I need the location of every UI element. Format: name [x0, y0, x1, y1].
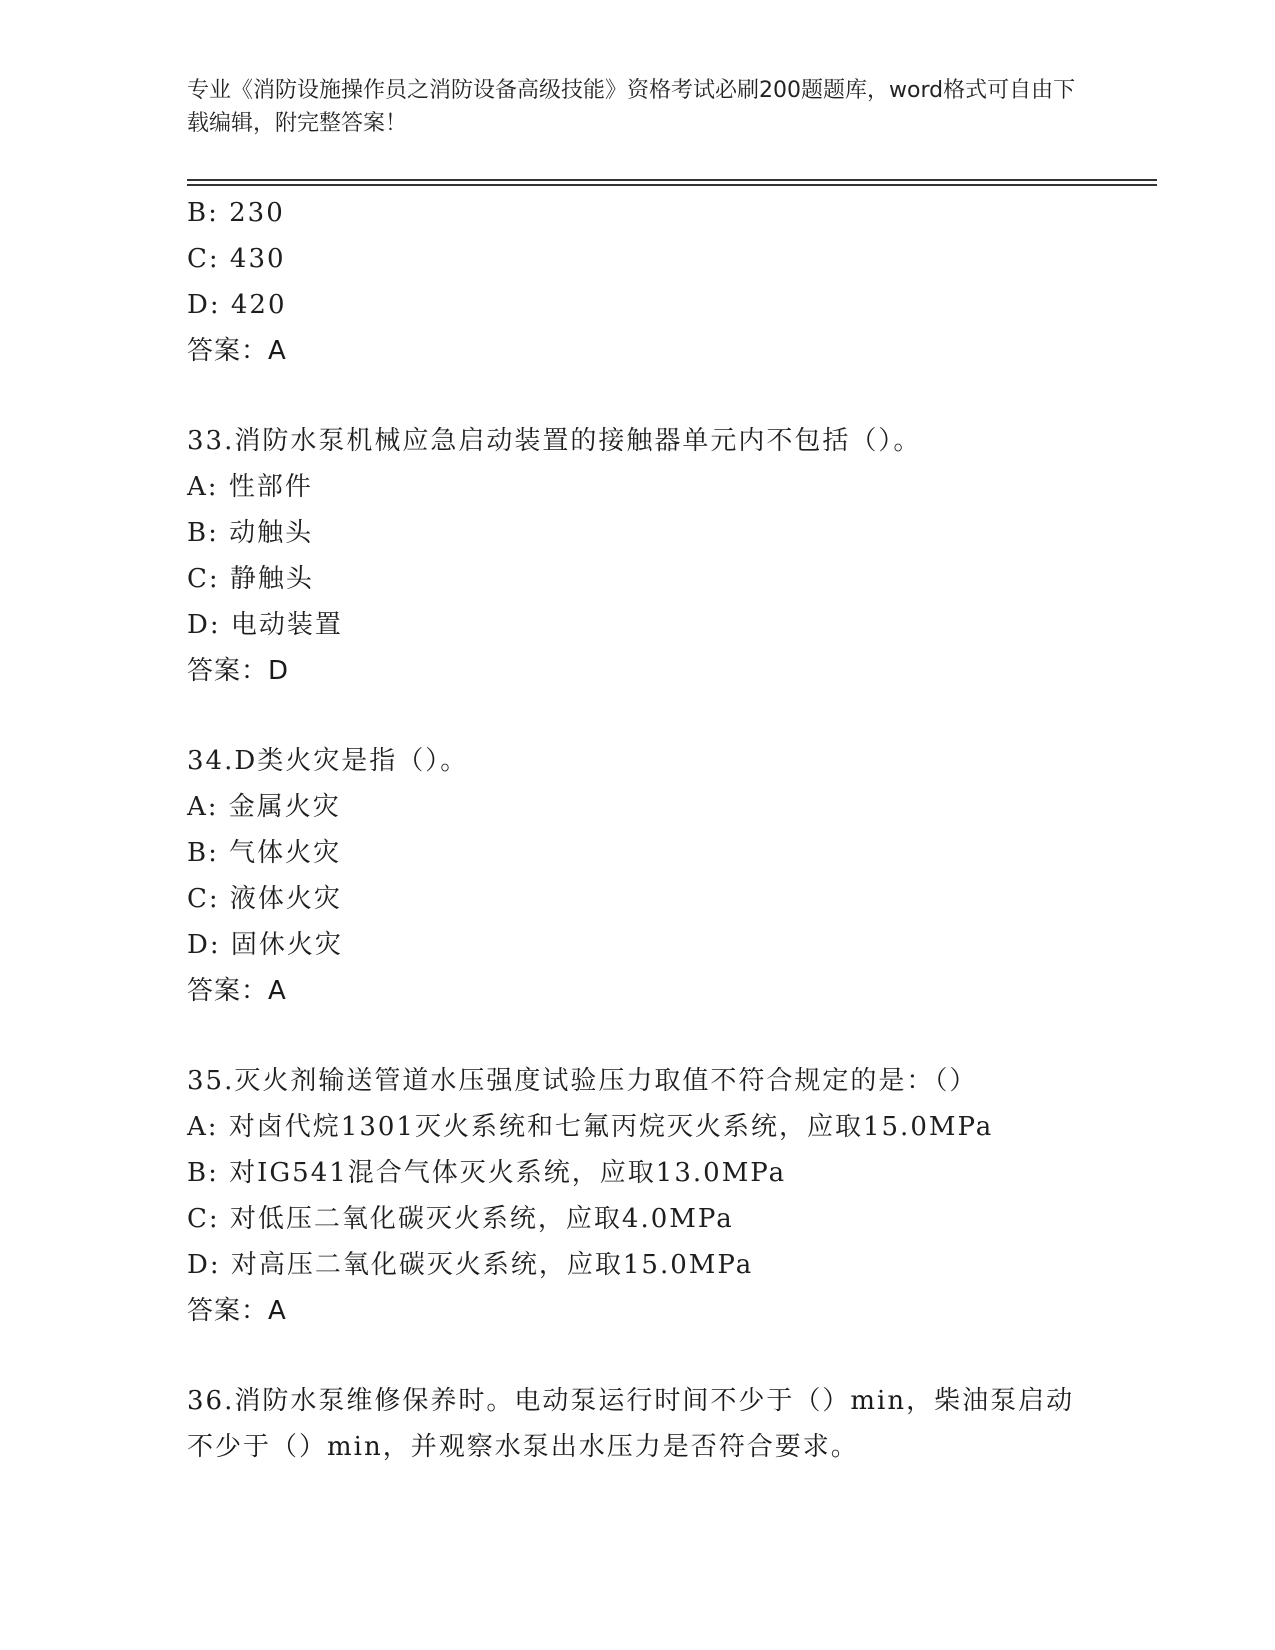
partial-question-32	[187, 190, 1157, 374]
document-header: 专业《消防设施操作员之消防设备高级技能》资格考试必刷200题题库，word格式可自由下载编辑，附完整答案！	[187, 78, 1076, 136]
option-a: A: 性部件	[187, 472, 313, 502]
question-text: 36.消防水泵维修保养时。电动泵运行时间不少于（）min，柴油泵启动不少于（）min，并观察水泵出水压力是否符合要求。	[187, 1386, 1075, 1462]
option-a: A: 对卤代烷1301灭火系统和七氟丙烷灭火系统，应取15.0MPa	[187, 1112, 994, 1142]
option-a: A: 金属火灾	[187, 792, 341, 822]
question-33	[187, 418, 1157, 694]
option-d: D: 对高压二氧化碳灭火系统，应取15.0MPa	[187, 1250, 754, 1280]
option-b: B: 对IG541混合气体灭火系统，应取13.0MPa	[187, 1158, 787, 1188]
question-text: 34.D类火灾是指（）。	[187, 746, 469, 776]
question-35	[187, 1058, 1157, 1334]
option-c: C: 液体火灾	[187, 884, 342, 914]
question-34	[187, 738, 1157, 1014]
option-d: D: 固休火灾	[187, 930, 343, 960]
question-text: 33.消防水泵机械应急启动装置的接触器单元内不包括（）。	[187, 426, 922, 456]
answer-line: 答案：A	[187, 976, 287, 1006]
question-list	[187, 190, 1157, 1470]
option-c: C: 对低压二氧化碳灭火系统，应取4.0MPa	[187, 1204, 734, 1234]
option-c: C: 静触头	[187, 564, 314, 594]
option-b: B: 气体火灾	[187, 838, 342, 868]
option-b: B: 动触头	[187, 518, 314, 548]
question-text: 35.灭火剂输送管道水压强度试验压力取值不符合规定的是：（）	[187, 1066, 978, 1096]
answer-line: 答案：D	[187, 656, 290, 686]
question-36	[187, 1378, 1157, 1470]
option-b: B: 230	[187, 198, 285, 228]
header-rule-top	[187, 179, 1157, 181]
answer-line: 答案：A	[187, 336, 287, 366]
option-d: D: 420	[187, 290, 287, 320]
option-c: C: 430	[187, 244, 286, 274]
answer-line: 答案：A	[187, 1296, 287, 1326]
header-rule-bottom	[187, 184, 1157, 186]
option-d: D: 电动装置	[187, 610, 343, 640]
